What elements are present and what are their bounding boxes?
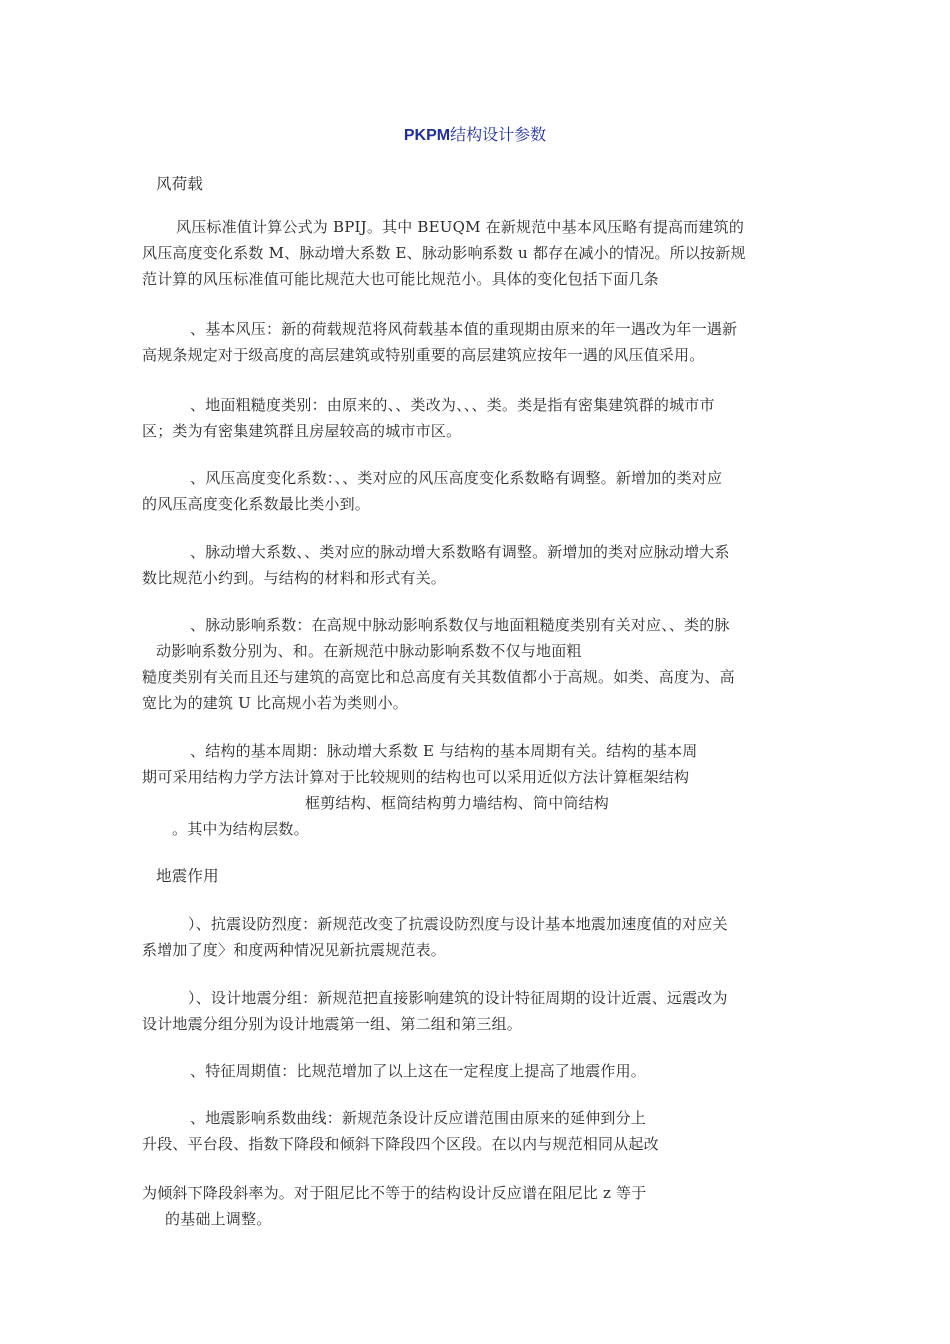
section-heading-wind: 风荷载 bbox=[156, 175, 204, 193]
wind-item2-line-1: 、地面粗糙度类别：由原来的、、类改为、、、类。类是指有密集建筑群的城市市 bbox=[190, 396, 715, 414]
section-heading-seismic: 地震作用 bbox=[156, 867, 219, 885]
wind-item6-line-2: 期可采用结构力学方法计算对于比较规则的结构也可以采用近似方法计算框架结构 bbox=[142, 768, 690, 786]
wind-intro-line-3: 范计算的风压标准值可能比规范大也可能比规范小。具体的变化包括下面几条 bbox=[142, 270, 659, 288]
wind-item4-line-2: 数比规范小约到。与结构的材料和形式有关。 bbox=[142, 569, 447, 587]
wind-item6-line-4: 。其中为结构层数。 bbox=[172, 820, 309, 838]
wind-item4-line-1: 、脉动增大系数、、类对应的脉动增大系数略有调整。新增加的类对应脉动增大系 bbox=[190, 543, 730, 561]
wind-item6-line-3: 框剪结构、框筒结构剪力墙结构、筒中筒结构 bbox=[305, 794, 610, 812]
wind-item5-line-1: 、脉动影响系数：在高规中脉动影响系数仅与地面粗糙度类别有关对应、、类的脉 bbox=[190, 616, 730, 634]
seismic-item3-line-1: 、特征周期值：比规范增加了以上这在一定程度上提高了地震作用。 bbox=[190, 1062, 647, 1080]
wind-item6-line-1: 、结构的基本周期：脉动增大系数 E 与结构的基本周期有关。结构的基本周 bbox=[190, 742, 698, 760]
wind-item3-line-2: 的风压高度变化系数最比类小到。 bbox=[142, 495, 371, 513]
seismic-item4-line-1: 、地震影响系数曲线：新规范条设计反应谱范围由原来的延伸到分上 bbox=[190, 1109, 647, 1127]
wind-item1-line-1: 、基本风压：新的荷载规范将风荷载基本值的重现期由原来的年一遇改为年一遇新 bbox=[190, 320, 738, 338]
wind-item5-line-3: 糙度类别有关而且还与建筑的高宽比和总高度有关其数值都小于高规。如类、高度为、高 bbox=[142, 668, 735, 686]
wind-intro-line-2: 风压高度变化系数 M、脉动增大系数 E、脉动影响系数 u 都存在减小的情况。所以按新规 bbox=[142, 244, 746, 262]
title-latin: PKPM bbox=[403, 127, 451, 144]
seismic-item1-line-2: 系增加了度〉和度两种情况见新抗震规范表。 bbox=[142, 941, 447, 959]
title-cjk: 结构设计参数 bbox=[450, 127, 547, 144]
seismic-item4-line-2: 升段、平台段、指数下降段和倾斜下降段四个区段。在以内与规范相同从起改 bbox=[142, 1135, 659, 1153]
seismic-item4-line-4: 的基础上调整。 bbox=[165, 1210, 272, 1228]
seismic-item1-line-1: ）、抗震设防烈度：新规范改变了抗震设防烈度与设计基本地震加速度值的对应关 bbox=[188, 915, 728, 933]
wind-item3-line-1: 、风压高度变化系数：、、类对应的风压高度变化系数略有调整。新增加的类对应 bbox=[190, 469, 723, 487]
seismic-item2-line-2: 设计地震分组分别为设计地震第一组、第二组和第三组。 bbox=[142, 1015, 523, 1033]
wind-intro-line-1: 风压标准值计算公式为 BPIJ。其中 BEUQM 在新规范中基本风压略有提高而建筑的 bbox=[176, 218, 745, 236]
document-title bbox=[0, 122, 950, 145]
seismic-item4-line-3: 为倾斜下降段斜率为。对于阻尼比不等于的结构设计反应谱在阻尼比 z 等于 bbox=[142, 1184, 647, 1202]
seismic-item2-line-1: ）、设计地震分组：新规范把直接影响建筑的设计特征周期的设计近震、远震改为 bbox=[188, 989, 728, 1007]
wind-item5-line-4: 宽比为的建筑 U 比高规小若为类则小。 bbox=[142, 694, 408, 712]
wind-item5-line-2: 动影响系数分别为、和。在新规范中脉动影响系数不仅与地面粗 bbox=[156, 642, 582, 660]
wind-item1-line-2: 高规条规定对于级高度的高层建筑或特别重要的高层建筑应按年一遇的风压值采用。 bbox=[142, 346, 705, 364]
wind-item2-line-2: 区；类为有密集建筑群且房屋较高的城市市区。 bbox=[142, 422, 462, 440]
